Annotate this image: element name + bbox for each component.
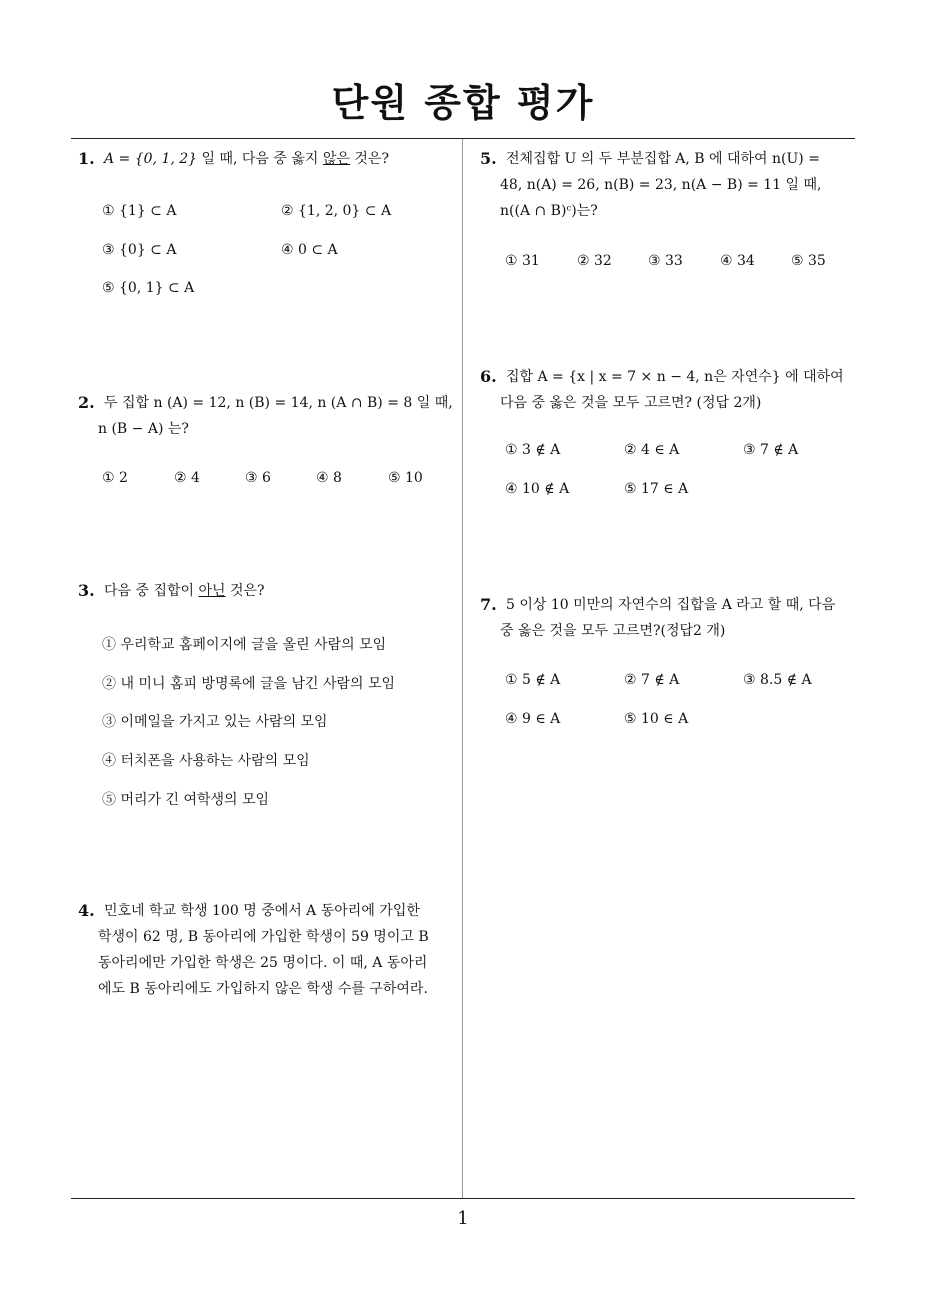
question-number: 2. <box>78 393 95 412</box>
option-3[interactable]: ③ {0} ⊂ A <box>102 242 177 258</box>
top-rule <box>71 138 855 139</box>
option-4[interactable]: ④ 8 <box>316 470 342 486</box>
question-text-part: 것은? <box>349 151 389 167</box>
underlined-word: 않은 <box>322 151 350 167</box>
option-1[interactable]: ① 5 ∉ A <box>505 672 561 688</box>
question-text-line: 학생이 62 명, B 동아리에 가입한 학생이 59 명이고 B <box>98 929 429 945</box>
question-text-part: 것은? <box>225 583 265 599</box>
option-2[interactable]: ② 내 미니 홈피 방명록에 글을 남긴 사람의 모임 <box>102 676 396 692</box>
page-title: 단원 종합 평가 <box>331 81 595 125</box>
question-7 <box>480 592 860 644</box>
question-1 <box>78 146 458 172</box>
bottom-rule <box>71 1198 855 1199</box>
question-number: 3. <box>78 581 95 600</box>
option-2[interactable]: ② 7 ∉ A <box>624 672 680 688</box>
option-1[interactable]: ① 31 <box>505 253 540 269</box>
option-1[interactable]: ① 2 <box>102 470 128 486</box>
question-3 <box>78 578 458 604</box>
option-1[interactable]: ① 3 ∉ A <box>505 442 561 458</box>
option-2[interactable]: ② {1, 2, 0} ⊂ A <box>281 203 392 219</box>
option-5[interactable]: ⑤ 35 <box>791 253 826 269</box>
option-2[interactable]: ② 32 <box>577 253 612 269</box>
question-6 <box>480 364 860 416</box>
option-2[interactable]: ② 4 ∈ A <box>624 442 680 458</box>
option-3[interactable]: ③ 이메일을 가지고 있는 사람의 모임 <box>102 714 328 730</box>
question-text-line: 두 집합 n (A) = 12, n (B) = 14, n (A ∩ B) = 8 일 때, <box>104 395 453 411</box>
question-text-part: 다음 중 집합이 <box>104 583 199 599</box>
question-text-line: 집합 A = {x | x = 7 × n − 4, n은 자연수} 에 대하여 <box>506 369 844 385</box>
option-4[interactable]: ④ 34 <box>720 253 755 269</box>
question-5 <box>480 146 860 224</box>
question-math: A = {0, 1, 2} <box>104 151 198 167</box>
question-text-line: 동아리에만 가입한 학생은 25 명이다. 이 때, A 동아리 <box>98 955 428 971</box>
option-3[interactable]: ③ 7 ∉ A <box>743 442 799 458</box>
question-text-line: 5 이상 10 미만의 자연수의 집합을 A 라고 할 때, 다음 <box>506 597 836 613</box>
question-text-line: 중 옳은 것을 모두 고르면?(정답2 개) <box>500 623 726 639</box>
option-5[interactable]: ⑤ 17 ∈ A <box>624 481 689 497</box>
option-4[interactable]: ④ 0 ⊂ A <box>281 242 338 258</box>
option-3[interactable]: ③ 6 <box>245 470 271 486</box>
option-1[interactable]: ① 우리학교 홈페이지에 글을 올린 사람의 모임 <box>102 637 387 653</box>
question-text-line: n((A ∩ B)ᶜ)는? <box>500 203 598 219</box>
question-number: 6. <box>480 367 497 386</box>
option-4[interactable]: ④ 9 ∈ A <box>505 711 561 727</box>
question-number: 7. <box>480 595 497 614</box>
option-4[interactable]: ④ 터치폰을 사용하는 사람의 모임 <box>102 753 310 769</box>
question-text-line: 에도 B 동아리에도 가입하지 않은 학생 수를 구하여라. <box>98 981 428 997</box>
question-number: 5. <box>480 149 497 168</box>
question-text-line: 다음 중 옳은 것을 모두 고르면? (정답 2개) <box>500 395 762 411</box>
question-text-line: 전체집합 U 의 두 부분집합 A, B 에 대하여 n(U) = <box>506 151 820 167</box>
column-divider <box>462 139 463 1198</box>
option-3[interactable]: ③ 8.5 ∉ A <box>743 672 812 688</box>
question-text <box>104 146 458 172</box>
option-1[interactable]: ① {1} ⊂ A <box>102 203 177 219</box>
question-text-line: 민호네 학교 학생 100 명 중에서 A 동아리에 가입한 <box>104 903 420 919</box>
option-5[interactable]: ⑤ 10 ∈ A <box>624 711 689 727</box>
question-4 <box>78 898 462 1002</box>
page-number: 1 <box>457 1208 469 1229</box>
question-text-line: 48, n(A) = 26, n(B) = 23, n(A − B) = 11 일 때, <box>500 177 822 193</box>
option-2[interactable]: ② 4 <box>174 470 200 486</box>
question-text-part: 일 때, 다음 중 옳지 <box>197 151 323 167</box>
question-number: 1. <box>78 149 95 168</box>
underlined-word: 아닌 <box>198 583 226 599</box>
option-5[interactable]: ⑤ 머리가 긴 여학생의 모임 <box>102 792 270 808</box>
question-2 <box>78 390 462 442</box>
option-5[interactable]: ⑤ 10 <box>388 470 423 486</box>
question-text <box>104 578 458 604</box>
question-text-line: n (B − A) 는? <box>98 421 189 437</box>
option-5[interactable]: ⑤ {0, 1} ⊂ A <box>102 280 195 296</box>
question-number: 4. <box>78 901 95 920</box>
option-4[interactable]: ④ 10 ∉ A <box>505 481 570 497</box>
option-3[interactable]: ③ 33 <box>648 253 683 269</box>
